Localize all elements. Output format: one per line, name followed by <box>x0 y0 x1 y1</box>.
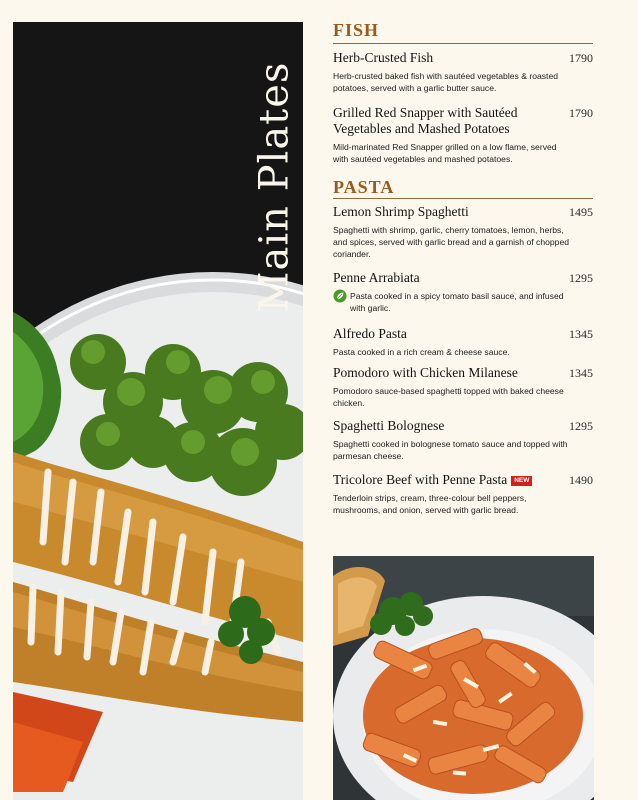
pasta-dish-photo <box>333 556 594 800</box>
page-title-vertical <box>249 62 299 312</box>
item-description: Spaghetti cooked in bolognese tomato sauce and topped with parmesan cheese. <box>333 439 568 461</box>
item-name: Lemon Shrimp Spaghetti <box>333 204 469 219</box>
item-name: Herb-Crusted Fish <box>333 50 434 65</box>
section-title-pasta: PASTA <box>333 177 395 197</box>
main-plates-title: Main Plates <box>251 61 297 313</box>
item-name-row <box>333 472 543 488</box>
item-description: Herb-crusted baked fish with sautéed vegetables & roasted potatoes, served with a garlic butter sauce. <box>333 71 558 93</box>
item-description: Mild-marinated Red Snapper grilled on a low flame, served with sautéed vegetables and mashed potatoes. <box>333 142 557 164</box>
item-price: 1490 <box>569 473 593 487</box>
fish-dish-photo <box>13 22 303 800</box>
item-price: 1295 <box>569 419 593 433</box>
item-name: Tricolore Beef with Penne Pasta <box>333 472 508 487</box>
menu-item[interactable] <box>333 204 595 260</box>
menu-item[interactable] <box>333 418 595 462</box>
item-name: Grilled Red Snapper with Sautéed Vegetables and Mashed Potatoes <box>333 105 518 136</box>
item-description-row <box>333 290 573 314</box>
menu-item[interactable] <box>333 270 595 314</box>
menu-item[interactable] <box>333 365 595 409</box>
new-badge: NEW <box>511 476 532 486</box>
menu-item[interactable] <box>333 105 595 165</box>
item-description: Pomodoro sauce-based spaghetti topped with baked cheese chicken. <box>333 386 564 408</box>
item-name: Penne Arrabiata <box>333 270 420 285</box>
item-description: Spaghetti with shrimp, garlic, cherry tomatoes, lemon, herbs, and spices, served with garlic bread and a garnish of chopped coriander. <box>333 225 569 259</box>
item-name: Alfredo Pasta <box>333 326 407 341</box>
section-divider <box>333 198 593 199</box>
item-price: 1790 <box>569 51 593 65</box>
vegetarian-leaf-icon <box>333 289 347 303</box>
menu-item[interactable] <box>333 472 595 516</box>
item-price: 1790 <box>569 106 593 120</box>
item-name: Spaghetti Bolognese <box>333 418 445 433</box>
menu-item[interactable] <box>333 50 595 94</box>
section-title-fish: FISH <box>333 20 380 40</box>
menu-item[interactable] <box>333 326 595 358</box>
item-description: Pasta cooked in a rich cream & cheese sauce. <box>333 347 510 357</box>
section-divider <box>333 43 593 44</box>
item-price: 1495 <box>569 205 593 219</box>
item-price: 1345 <box>569 327 593 341</box>
item-price: 1345 <box>569 366 593 380</box>
item-name: Pomodoro with Chicken Milanese <box>333 365 518 380</box>
item-description: Tenderloin strips, cream, three-colour bell peppers, mushrooms, and onion, served with garlic bread. <box>333 493 527 515</box>
item-price: 1295 <box>569 271 593 285</box>
item-description: Pasta cooked in a spicy tomato basil sauce, and infused with garlic. <box>350 291 564 313</box>
